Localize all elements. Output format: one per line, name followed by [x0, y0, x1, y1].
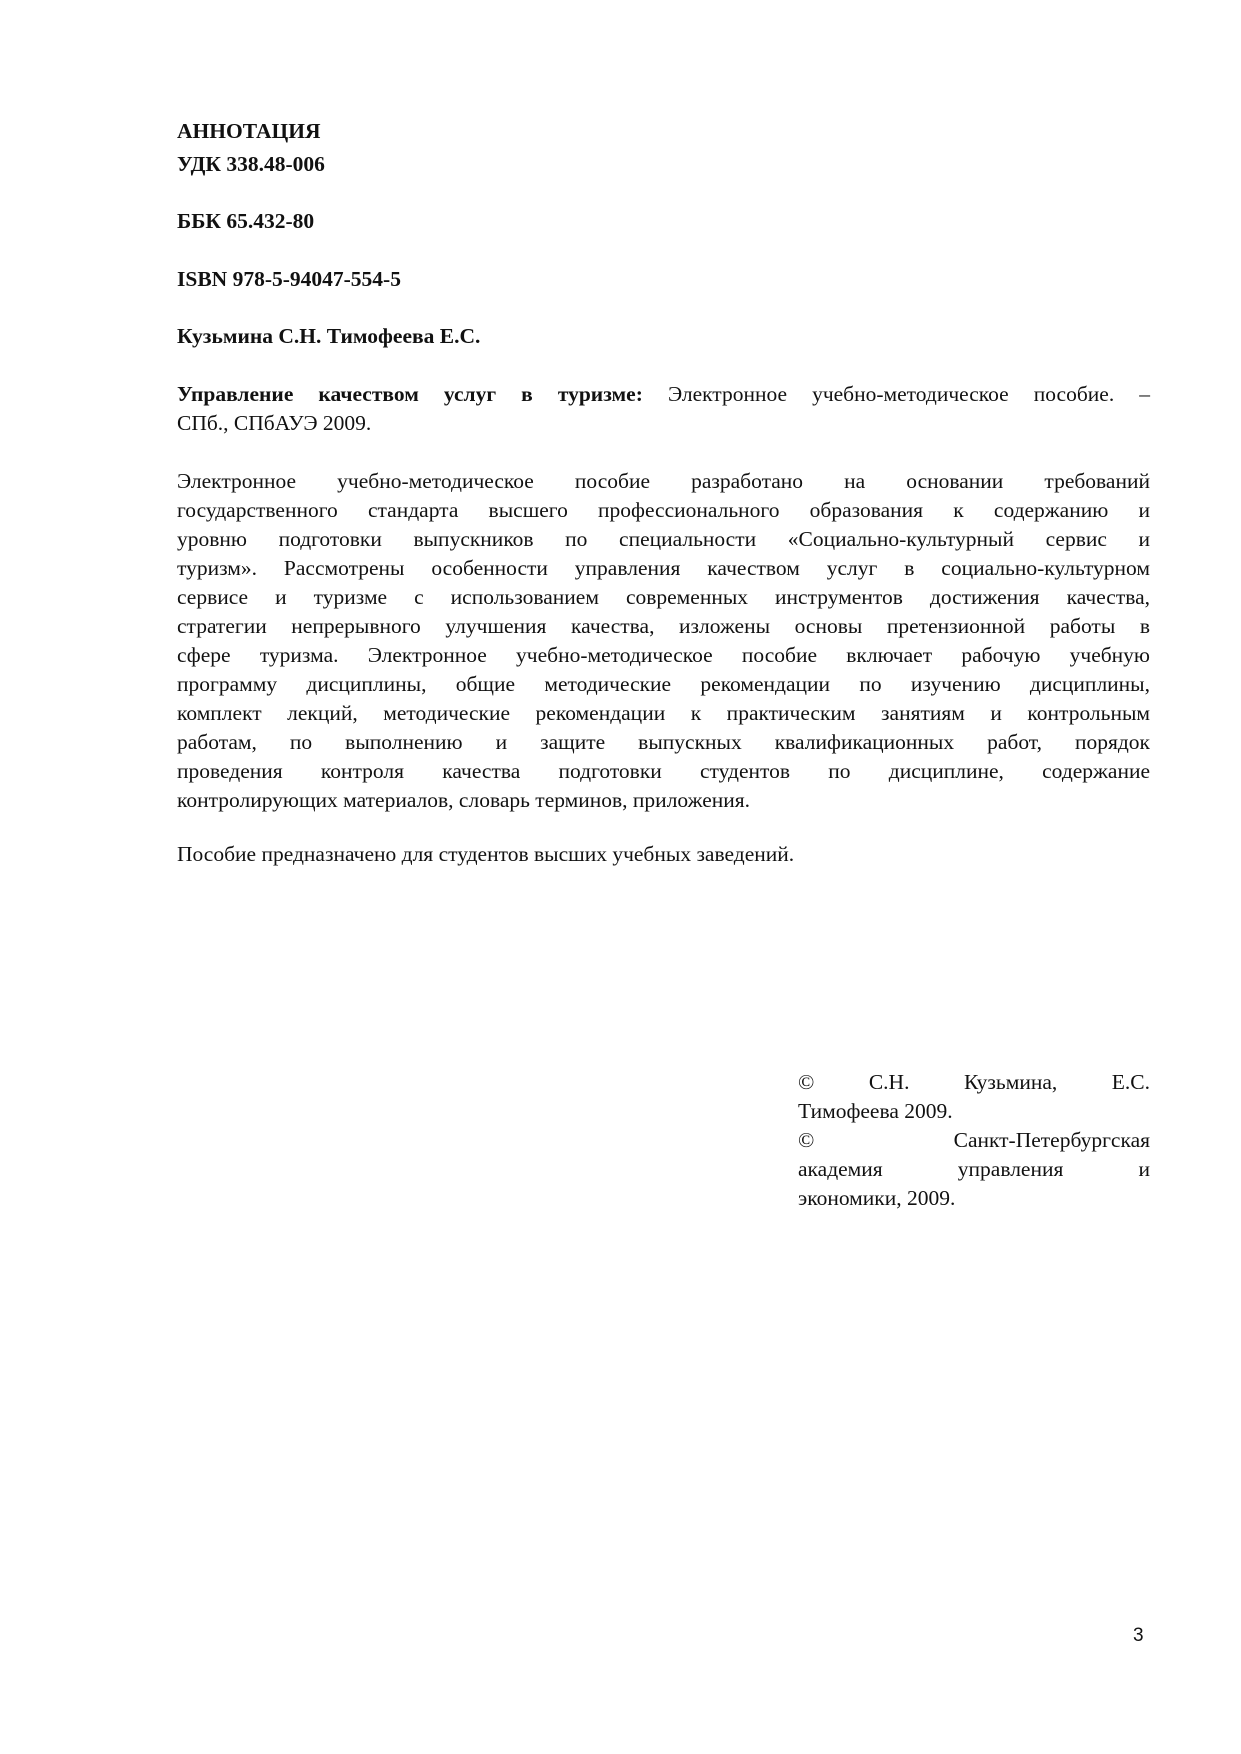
abstract-paragraph: [177, 467, 1150, 815]
abstract-line: комплект лекций, методические рекомендации к практическим занятиям и контрольным: [177, 701, 1150, 725]
copy-line: Тимофеева 2009.: [798, 1099, 953, 1123]
abstract-line: туризм». Рассмотрены особенности управления качеством услуг в социально-культурном: [177, 556, 1150, 580]
copy-line: © С.Н. Кузьмина, Е.С.: [798, 1070, 1150, 1094]
authors: Кузьмина С.Н. Тимофеева Е.С.: [177, 324, 481, 348]
abstract-line: контролирующих материалов, словарь терминов, приложения.: [177, 788, 751, 812]
abstract-line: сфере туризма. Электронное учебно-методическое пособие включает рабочую учебную: [177, 643, 1150, 667]
abstract-line: программу дисциплины, общие методические рекомендации по изучению дисциплины,: [177, 672, 1150, 696]
audience-note: Пособие предназначено для студентов высших учебных заведений.: [177, 842, 795, 866]
abstract-line: стратегии непрерывного улучшения качества, изложены основы претензионной работы в: [177, 614, 1150, 638]
citation-line-2: СПб., СПбАУЭ 2009.: [177, 411, 372, 435]
copy-line: © Санкт-Петербургская: [798, 1128, 1150, 1152]
copyright-block: [798, 1068, 1150, 1213]
citation: [177, 380, 1150, 438]
abstract-line: проведения контроля качества подготовки студентов по дисциплине, содержание: [177, 759, 1150, 783]
page-number: 3: [1133, 1625, 1144, 1646]
annotation-heading: АННОТАЦИЯ: [177, 119, 321, 143]
abstract-line: уровню подготовки выпускников по специальности «Социально-культурный сервис и: [177, 527, 1150, 551]
bbk-code: ББК 65.432-80: [177, 209, 315, 233]
citation-rest: Электронное учебно-методическое пособие. –: [642, 382, 1151, 406]
abstract-line: работам, по выполнению и защите выпускных квалификационных работ, порядок: [177, 730, 1150, 754]
citation-title: Управление качеством услуг в туризме:: [177, 382, 643, 406]
copy-line: академия управления и: [798, 1157, 1150, 1181]
abstract-line: Электронное учебно-методическое пособие разработано на основании требований: [177, 469, 1150, 493]
abstract-line: сервисе и туризме с использованием современных инструментов достижения качества,: [177, 585, 1150, 609]
abstract-line: государственного стандарта высшего профессионального образования к содержанию и: [177, 498, 1150, 522]
citation-line-1: [177, 380, 1150, 409]
copy-line: экономики, 2009.: [798, 1186, 956, 1210]
udk-code: УДК 338.48-006: [177, 152, 325, 176]
isbn: ISBN 978-5-94047-554-5: [177, 267, 401, 291]
